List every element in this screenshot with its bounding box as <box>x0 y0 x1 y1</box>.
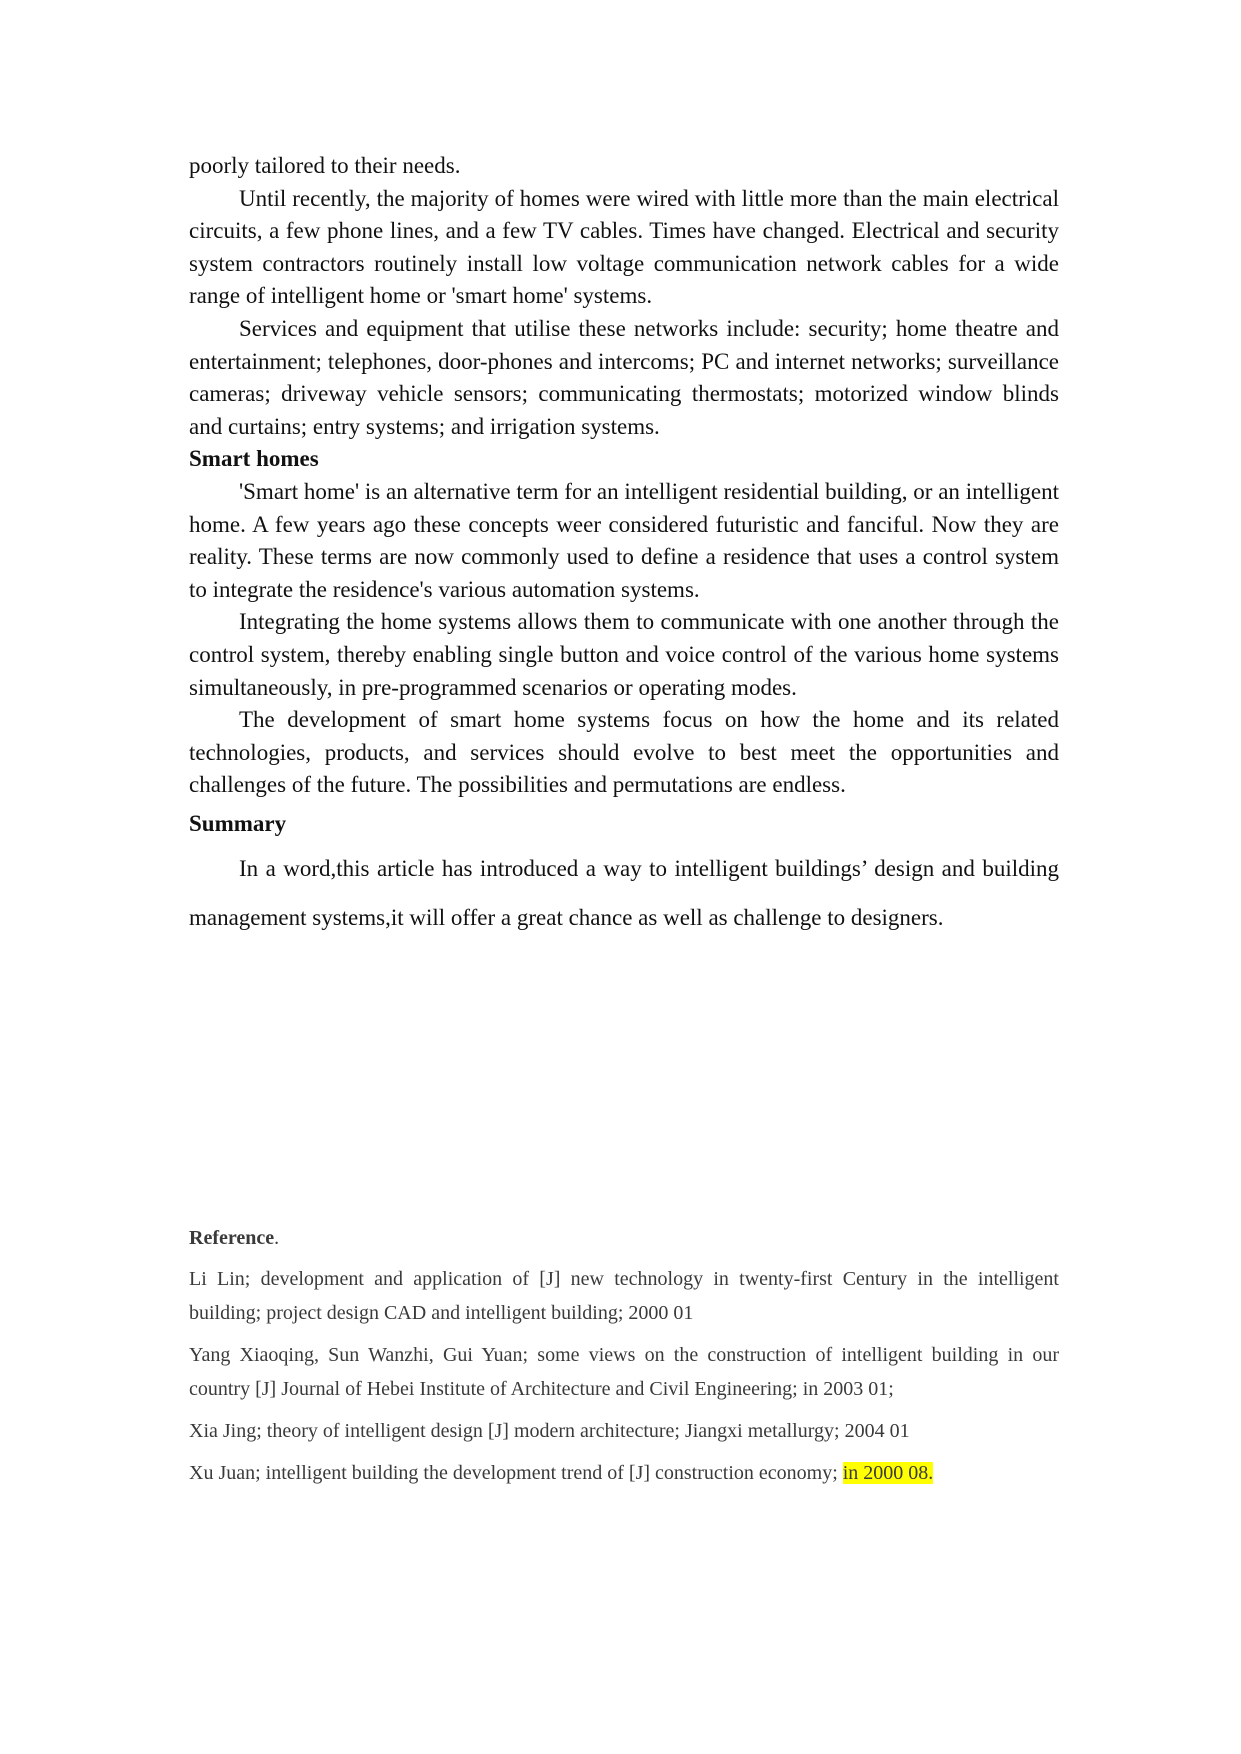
summary-section <box>189 844 1059 942</box>
document-body <box>189 150 1059 942</box>
reference-item: Li Lin; development and application of [J] new technology in twenty-first Century in the intelligent building; project design CAD and intelligent building; 2000 01 <box>189 1268 1059 1324</box>
references-heading <box>189 1224 1059 1252</box>
reference-item: Yang Xiaoqing, Sun Wanzhi, Gui Yuan; some views on the construction of intelligent building in our country [J] Journal of Hebei Institute of Architecture and Civil Engineering; in 2003 01; <box>189 1344 1059 1400</box>
reference-item-last-text: Xu Juan; intelligent building the development trend of [J] construction economy; <box>189 1462 843 1484</box>
heading-smart-homes: Smart homes <box>189 446 319 472</box>
paragraph-development: The development of smart home systems focus on how the home and its related technologies, products, and services should evolve to best meet the opportunities and challenges of the future. The possibilities and permutations are endless. <box>189 707 1059 798</box>
reference-item-last <box>189 1456 1059 1490</box>
heading-summary: Summary <box>189 810 287 836</box>
paragraph-continuation: poorly tailored to their needs. <box>189 153 461 178</box>
reference-item: Xia Jing; theory of intelligent design [J] modern architecture; Jiangxi metallurgy; 2004 01 <box>189 1420 910 1442</box>
smart-homes-section <box>189 476 1059 802</box>
paragraph-wiring: Until recently, the majority of homes were wired with little more than the main electrical circuits, a few phone lines, and a few TV cables. Times have changed. Electrical and security system contractors routinely install low voltage communication network cables for a wide range of intelligent home or 'smart home' systems. <box>189 185 1059 309</box>
paragraph-services: Services and equipment that utilise these networks include: security; home theatre and entertainment; telephones, door-phones and intercoms; PC and internet networks; surveillance cameras; driveway vehicle sensors; communicating thermostats; motorized window blinds and curtains; entry systems; and irrigation systems. <box>189 315 1059 439</box>
references-heading-period: . <box>274 1227 280 1249</box>
paragraph-summary: In a word,this article has introduced a way to intelligent buildings’ design and building management systems,it will offer a great chance as well as challenge to designers. <box>189 856 1059 931</box>
references-section <box>189 1224 1059 1498</box>
references-heading-text: Reference <box>189 1227 275 1249</box>
highlighted-text: in 2000 08. <box>842 1462 934 1484</box>
paragraph-integration: Integrating the home systems allows them to communicate with one another through the control system, thereby enabling single button and voice control of the various home systems simultaneously, in pre-programmed scenarios or operating modes. <box>189 609 1059 700</box>
paragraph-smart-home-definition: 'Smart home' is an alternative term for an intelligent residential building, or an intelligent home. A few years ago these concepts weer considered futuristic and fanciful. Now they are reality. These terms are now commonly used to define a residence that uses a control system to integrate the residence's various automation systems. <box>189 478 1059 602</box>
intro-section <box>189 150 1059 443</box>
